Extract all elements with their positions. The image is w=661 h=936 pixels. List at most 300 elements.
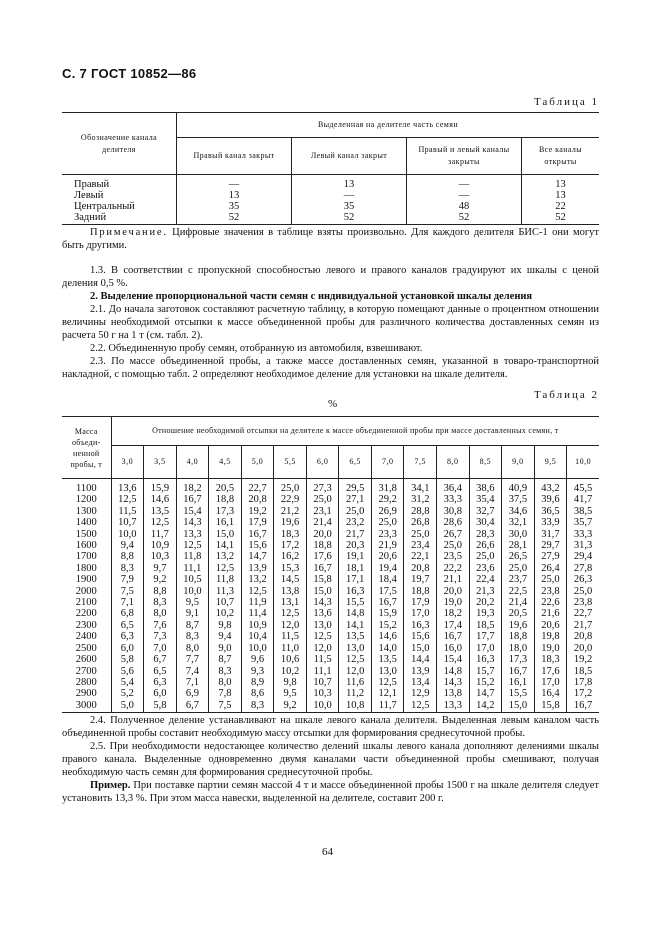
- table2-cell: 12,0: [306, 643, 339, 654]
- table1-caption: Таблица 1: [533, 96, 599, 108]
- table2-cell: 20,0: [437, 586, 470, 597]
- table2-row: [62, 540, 599, 551]
- table2-cell: 15,2: [371, 620, 404, 631]
- table2-cell: 8,7: [176, 620, 209, 631]
- table2-mass-cell: 1300: [75, 505, 97, 517]
- paragraph-2-2: 2.2. Объединенную пробу семян, отобранную из автомобиля, взвешивают.: [90, 343, 423, 354]
- table2-cell: 15,0: [502, 700, 535, 713]
- table2-cell: 14,6: [371, 631, 404, 642]
- table2-cell: 7,5: [209, 700, 242, 713]
- table2-cell: 23,1: [306, 506, 339, 517]
- table2-cell: 33,9: [534, 517, 567, 528]
- table2-cell: 20,0: [567, 643, 599, 654]
- table2-cell: 13,5: [144, 506, 177, 517]
- table2-cell: 23,8: [534, 586, 567, 597]
- table2-cell: 21,1: [437, 574, 470, 585]
- table2-cell: 16,2: [274, 551, 307, 562]
- table2-cell: 12,5: [241, 586, 274, 597]
- table2-cell: 23,5: [437, 551, 470, 562]
- table1-row-name: Левый: [74, 190, 104, 201]
- table2-cell: 6,7: [144, 654, 177, 665]
- table2-column-header: 8,0: [437, 446, 470, 479]
- table2-cell: 11,9: [241, 597, 274, 608]
- table2-mass-cell: 2900: [75, 688, 97, 700]
- table2-caption: Таблица 2: [533, 389, 599, 401]
- table2-cell: 12,1: [371, 688, 404, 699]
- table2-column-header: 5,0: [241, 446, 274, 479]
- table2-cell: 10,0: [241, 643, 274, 654]
- table2-cell: 35,7: [567, 517, 599, 528]
- table2-cell: 13,6: [306, 608, 339, 619]
- table2-cell: 23,7: [502, 574, 535, 585]
- table1-row: [62, 175, 599, 191]
- table1-subheader: Правый канал закрыт: [177, 138, 292, 175]
- table2-column-header: 8,5: [469, 446, 502, 479]
- table2-row: [62, 529, 599, 540]
- table1-cell: —: [407, 175, 522, 191]
- table2-cell: 10,0: [306, 700, 339, 713]
- table2-cell: 14,7: [469, 688, 502, 699]
- table2-cell: 26,6: [469, 540, 502, 551]
- table2-row: [62, 563, 599, 574]
- table2-cell: 17,6: [534, 666, 567, 677]
- table2-cell: 27,9: [534, 551, 567, 562]
- table1-subheader: Правый и левый каналы закрыты: [407, 138, 522, 175]
- table2-cell: 12,5: [274, 608, 307, 619]
- table2-cell: 8,0: [176, 643, 209, 654]
- table2-cell: 41,7: [567, 494, 599, 505]
- table2-column-header: 4,0: [176, 446, 209, 479]
- table1-row: [62, 190, 599, 201]
- table2-cell: 27,3: [306, 479, 339, 495]
- table2-cell: 9,0: [209, 643, 242, 654]
- table2-cell: 22,2: [437, 563, 470, 574]
- note-label: Примечание.: [90, 227, 168, 238]
- table2-cell: 33,3: [567, 529, 599, 540]
- table2-cell: 8,3: [144, 597, 177, 608]
- table2-mass-cell: 3000: [62, 700, 111, 713]
- table2-cell: 7,7: [176, 654, 209, 665]
- table2-cell: 8,6: [241, 688, 274, 699]
- table2-cell: 14,6: [144, 494, 177, 505]
- table2-cell: 15,8: [534, 700, 567, 713]
- table2-cell: 45,5: [567, 479, 599, 495]
- table2-cell: 6,3: [144, 677, 177, 688]
- table2-cell: 17,3: [502, 654, 535, 665]
- table1-group-header: Выделенная на делителе часть семян: [177, 113, 600, 138]
- table2-cell: 14,7: [241, 551, 274, 562]
- table2-cell: 19,2: [241, 506, 274, 517]
- table2-cell: 9,8: [209, 620, 242, 631]
- table2-cell: 11,8: [209, 574, 242, 585]
- table2-cell: 26,9: [371, 506, 404, 517]
- table2-row: [62, 677, 599, 688]
- table2-cell: 16,7: [176, 494, 209, 505]
- table2-cell: 13,8: [274, 586, 307, 597]
- table2-cell: 10,9: [241, 620, 274, 631]
- table2-cell: 31,2: [404, 494, 437, 505]
- table2-cell: 19,4: [371, 563, 404, 574]
- table1-cell: 35: [292, 201, 407, 212]
- table2-column-header: 3,5: [144, 446, 177, 479]
- table2-cell: 17,6: [306, 551, 339, 562]
- table2-cell: 25,0: [306, 494, 339, 505]
- table2-cell: 31,7: [534, 529, 567, 540]
- table2-row: [62, 700, 599, 713]
- table1-cell: —: [407, 190, 522, 201]
- table2-cell: 15,9: [371, 608, 404, 619]
- table2-cell: 36,4: [437, 479, 470, 495]
- table2-cell: 7,1: [176, 677, 209, 688]
- table2-cell: 13,6: [111, 479, 144, 495]
- table2-cell: 28,8: [404, 506, 437, 517]
- table2-cell: 18,2: [176, 479, 209, 495]
- table2-column-header: 4,5: [209, 446, 242, 479]
- table2-cell: 21,2: [274, 506, 307, 517]
- table2-mass-cell: 1500: [75, 528, 97, 540]
- example-text: При поставке партии семян массой 4 т и массе объединенной пробы 1500 г на шкале делителя следует установить 13,3 %. При этом масса навески, выделенной на делителе, составит 200 г.: [62, 780, 599, 804]
- table2-cell: 38,6: [469, 479, 502, 495]
- table2-cell: 23,6: [469, 563, 502, 574]
- table2-cell: 12,5: [404, 700, 437, 713]
- table2-cell: 14,2: [469, 700, 502, 713]
- table2-row: [62, 666, 599, 677]
- table2-cell: 8,8: [111, 551, 144, 562]
- table2-mass-cell: 2800: [75, 676, 97, 688]
- table2-row: [62, 597, 599, 608]
- table2-cell: 13,8: [437, 688, 470, 699]
- table2-cell: 9,5: [176, 597, 209, 608]
- paragraph-2-1: 2.1. До начала заготовок составляют расчетную таблицу, в которую помещают данные о процентном отношении величины необходимой отсыпки к массе объединенной пробы для различного количества доставленных семян из расчета 50 г на 1 т (см. табл. 2).: [62, 304, 599, 341]
- table2-column-header: 9,0: [502, 446, 535, 479]
- table1-cell: 52: [177, 212, 292, 225]
- table2-row: [62, 654, 599, 665]
- table2-cell: 12,9: [404, 688, 437, 699]
- table2-cell: 11,5: [306, 654, 339, 665]
- table2-cell: 10,6: [274, 654, 307, 665]
- table2-cell: 27,1: [339, 494, 372, 505]
- table2-cell: 16,0: [437, 643, 470, 654]
- table2-cell: 23,4: [404, 540, 437, 551]
- table2-cell: 19,6: [502, 620, 535, 631]
- table2-column-header: 10,0: [567, 446, 599, 479]
- table2-cell: 8,0: [209, 677, 242, 688]
- table2-column-header: 7,5: [404, 446, 437, 479]
- table2-cell: 34,1: [404, 479, 437, 495]
- table1: [62, 112, 599, 225]
- table2-cell: 5,4: [111, 677, 144, 688]
- table2-cell: 8,3: [176, 631, 209, 642]
- table2-cell: 17,0: [534, 677, 567, 688]
- table1-subheader: Все каналы открыты: [522, 138, 600, 175]
- paragraph-2-5: 2.5. При необходимости недостающее количество делений шкалы левого канала дополняют делениями шкалы правого канала. Выделенные одновременно двумя каналами части объединенной пробы смешивают, получая необходимую часть семян для формирования среднесуточной пробы.: [62, 741, 599, 778]
- table2-cell: 38,5: [567, 506, 599, 517]
- table2-cell: 15,0: [404, 643, 437, 654]
- table1-row: [62, 212, 599, 225]
- table2-mass-header: Масса объеди-ненной пробы, т: [62, 417, 111, 479]
- table2-cell: 17,9: [404, 597, 437, 608]
- table2-cell: 14,3: [437, 677, 470, 688]
- table2-cell: 37,5: [502, 494, 535, 505]
- table2-cell: 29,2: [371, 494, 404, 505]
- table2-cell: 31,3: [567, 540, 599, 551]
- table2-cell: 18,1: [339, 563, 372, 574]
- table2-cell: 19,0: [534, 643, 567, 654]
- table2-cell: 14,1: [339, 620, 372, 631]
- table2-cell: 9,7: [144, 563, 177, 574]
- table2-cell: 15,0: [209, 529, 242, 540]
- table2-mass-cell: 2400: [75, 631, 97, 643]
- table2-cell: 6,5: [111, 620, 144, 631]
- table2-cell: 12,5: [209, 563, 242, 574]
- table2-cell: 29,4: [567, 551, 599, 562]
- table1-cell: 13: [177, 190, 292, 201]
- table1-cell: 22: [522, 201, 600, 212]
- table2-cell: 18,3: [274, 529, 307, 540]
- table2-cell: 11,2: [339, 688, 372, 699]
- table2-cell: 6,7: [176, 700, 209, 713]
- table2-cell: 15,0: [306, 586, 339, 597]
- table2-cell: 34,6: [502, 506, 535, 517]
- table2-mass-cell: 1100: [75, 483, 97, 494]
- table2-cell: 10,7: [111, 517, 144, 528]
- table2-cell: 15,6: [241, 540, 274, 551]
- table2-cell: 22,5: [502, 586, 535, 597]
- table2-row: [62, 643, 599, 654]
- table2-cell: 5,8: [144, 700, 177, 713]
- table2-cell: 30,4: [469, 517, 502, 528]
- table2-cell: 20,6: [534, 620, 567, 631]
- table2-row: [62, 506, 599, 517]
- table2-cell: 9,2: [274, 700, 307, 713]
- table2-cell: 14,8: [437, 666, 470, 677]
- table2-cell: 21,7: [567, 620, 599, 631]
- table2-cell: 10,5: [176, 574, 209, 585]
- table2-cell: 10,7: [306, 677, 339, 688]
- table2-cell: 12,0: [274, 620, 307, 631]
- table2-cell: 9,6: [241, 654, 274, 665]
- example-paragraph: [62, 779, 599, 805]
- table2-cell: 17,2: [274, 540, 307, 551]
- table1-cell: 13: [522, 175, 600, 191]
- table2-cell: 11,4: [241, 608, 274, 619]
- table2-cell: 30,0: [502, 529, 535, 540]
- table2-cell: 26,3: [567, 574, 599, 585]
- table2-cell: 9,3: [241, 666, 274, 677]
- table2-cell: 22,4: [469, 574, 502, 585]
- table2-cell: 12,5: [144, 517, 177, 528]
- table2-cell: 30,8: [437, 506, 470, 517]
- table2-cell: 11,3: [209, 586, 242, 597]
- table2-cell: 5,8: [111, 654, 144, 665]
- table2-cell: 22,7: [241, 479, 274, 495]
- table1-subheader: Левый канал закрыт: [292, 138, 407, 175]
- page-header: С. 7 ГОСТ 10852—86: [62, 66, 197, 81]
- table2: [62, 416, 599, 713]
- table2-cell: 14,3: [306, 597, 339, 608]
- table2-cell: 10,2: [209, 608, 242, 619]
- table2-row: [62, 586, 599, 597]
- table2-cell: 19,1: [339, 551, 372, 562]
- table2-cell: 18,2: [437, 608, 470, 619]
- table2-mass-cell: 2600: [75, 654, 97, 666]
- table2-cell: 31,8: [371, 479, 404, 495]
- table2-cell: 20,6: [371, 551, 404, 562]
- table2-cell: 28,6: [437, 517, 470, 528]
- table2-row: [62, 574, 599, 585]
- table2-cell: 14,1: [209, 540, 242, 551]
- note-paragraph: [62, 226, 599, 252]
- table2-cell: 22,9: [274, 494, 307, 505]
- table2-cell: 20,5: [502, 608, 535, 619]
- table2-unit: %: [328, 398, 338, 410]
- table2-cell: 9,2: [144, 574, 177, 585]
- table2-mass-cell: 2200: [75, 608, 97, 620]
- table2-cell: 12,5: [339, 654, 372, 665]
- table2-cell: 21,4: [306, 517, 339, 528]
- table2-column-header: 9,5: [534, 446, 567, 479]
- table2-cell: 17,8: [567, 677, 599, 688]
- table2-cell: 12,5: [371, 677, 404, 688]
- table2-mass-cell: 1700: [75, 551, 97, 563]
- table2-cell: 18,4: [371, 574, 404, 585]
- table2-cell: 13,5: [371, 654, 404, 665]
- table1-row-name: Задний: [62, 212, 177, 225]
- table2-cell: 13,9: [241, 563, 274, 574]
- table1-row-name: Правый: [74, 179, 110, 190]
- table2-cell: 10,4: [241, 631, 274, 642]
- table2-cell: 13,0: [371, 666, 404, 677]
- table2-cell: 17,3: [209, 506, 242, 517]
- table2-mass-cell: 2700: [75, 665, 97, 677]
- table2-cell: 25,0: [502, 563, 535, 574]
- table2-cell: 23,2: [339, 517, 372, 528]
- table2-cell: 11,8: [176, 551, 209, 562]
- table2-cell: 26,4: [534, 563, 567, 574]
- table2-cell: 15,9: [144, 479, 177, 495]
- table1-row-name: Центральный: [74, 201, 135, 212]
- table2-cell: 10,7: [209, 597, 242, 608]
- table2-cell: 20,8: [404, 563, 437, 574]
- table2-cell: 15,7: [469, 666, 502, 677]
- table2-cell: 7,5: [111, 586, 144, 597]
- table2-cell: 16,7: [371, 597, 404, 608]
- table2-cell: 13,1: [274, 597, 307, 608]
- table2-cell: 19,0: [437, 597, 470, 608]
- table2-cell: 16,7: [567, 700, 599, 713]
- table2-cell: 20,2: [469, 597, 502, 608]
- table1-cell: 52: [522, 212, 600, 225]
- table2-cell: 18,8: [306, 540, 339, 551]
- paragraph-1-3: 1.3. В соответствии с пропускной способностью левого и правого каналов градуируют их шкалы с ценой деления 0,5 %.: [62, 265, 599, 289]
- table2-cell: 36,5: [534, 506, 567, 517]
- table2-cell: 18,8: [209, 494, 242, 505]
- table2-cell: 43,2: [534, 479, 567, 495]
- table2-cell: 18,0: [502, 643, 535, 654]
- table2-cell: 8,9: [241, 677, 274, 688]
- table2-cell: 18,8: [404, 586, 437, 597]
- table2-cell: 20,8: [241, 494, 274, 505]
- table2-mass-cell: 1800: [75, 562, 97, 574]
- table2-cell: 25,0: [567, 586, 599, 597]
- table2-cell: 25,0: [437, 540, 470, 551]
- table2-cell: 10,8: [339, 700, 372, 713]
- table2-cell: 15,5: [339, 597, 372, 608]
- table2-cell: 7,0: [144, 643, 177, 654]
- section-2-heading: [62, 290, 599, 303]
- table2-cell: 16,7: [306, 563, 339, 574]
- table2-cell: 22,1: [404, 551, 437, 562]
- table2-cell: 19,3: [469, 608, 502, 619]
- table2-row: [62, 494, 599, 505]
- table2-cell: 8,3: [111, 563, 144, 574]
- table1-row: [62, 201, 599, 212]
- table2-column-header: 5,5: [274, 446, 307, 479]
- table2-cell: 10,2: [274, 666, 307, 677]
- table2-cell: 10,0: [176, 586, 209, 597]
- table2-cell: 20,0: [306, 529, 339, 540]
- table2-mass-cell: 2100: [75, 597, 97, 609]
- note-text: Цифровые значения в таблице взяты произвольно. Для каждого делителя БИС-1 они могут быть другими.: [62, 227, 599, 251]
- table2-cell: 17,9: [241, 517, 274, 528]
- table2-cell: 16,4: [534, 688, 567, 699]
- table2-cell: 11,7: [144, 529, 177, 540]
- table1-cell: 52: [292, 212, 407, 225]
- table2-cell: 8,3: [209, 666, 242, 677]
- table2-cell: 26,7: [437, 529, 470, 540]
- table2-cell: 17,0: [404, 608, 437, 619]
- table2-row: [62, 479, 599, 495]
- table1-cell: 52: [407, 212, 522, 225]
- table2-cell: 14,4: [404, 654, 437, 665]
- table2-cell: 29,5: [339, 479, 372, 495]
- table2-cell: 21,6: [534, 608, 567, 619]
- table2-cell: 33,3: [437, 494, 470, 505]
- table2-mass-cell: 1200: [75, 494, 97, 506]
- table2-cell: 8,0: [144, 608, 177, 619]
- table2-cell: 12,5: [176, 540, 209, 551]
- table2-cell: 16,3: [469, 654, 502, 665]
- table2-cell: 17,2: [567, 688, 599, 699]
- table1-cell: 13: [292, 175, 407, 191]
- table2-cell: 14,8: [339, 608, 372, 619]
- table2-cell: 6,8: [111, 608, 144, 619]
- table2-cell: 9,8: [274, 677, 307, 688]
- table2-column-header: 6,5: [339, 446, 372, 479]
- table2-cell: 8,8: [144, 586, 177, 597]
- table2-cell: 12,5: [111, 494, 144, 505]
- table2-cell: 21,7: [339, 529, 372, 540]
- table2-cell: 11,1: [176, 563, 209, 574]
- table2-cell: 12,5: [306, 631, 339, 642]
- table2-cell: 22,6: [534, 597, 567, 608]
- table2-cell: 15,6: [404, 631, 437, 642]
- table2-cell: 23,3: [371, 529, 404, 540]
- table2-cell: 9,5: [274, 688, 307, 699]
- table2-cell: 28,1: [502, 540, 535, 551]
- table2-cell: 25,0: [339, 506, 372, 517]
- table2-cell: 28,3: [469, 529, 502, 540]
- table2-cell: 20,3: [339, 540, 372, 551]
- table2-cell: 7,9: [111, 574, 144, 585]
- table2-mass-cell: 1400: [75, 517, 97, 529]
- table2-cell: 11,5: [274, 631, 307, 642]
- table2-cell: 19,7: [404, 574, 437, 585]
- table2-cell: 5,2: [111, 688, 144, 699]
- table2-mass-cell: 2500: [75, 642, 97, 654]
- table2-cell: 20,8: [567, 631, 599, 642]
- table2-cell: 40,9: [502, 479, 535, 495]
